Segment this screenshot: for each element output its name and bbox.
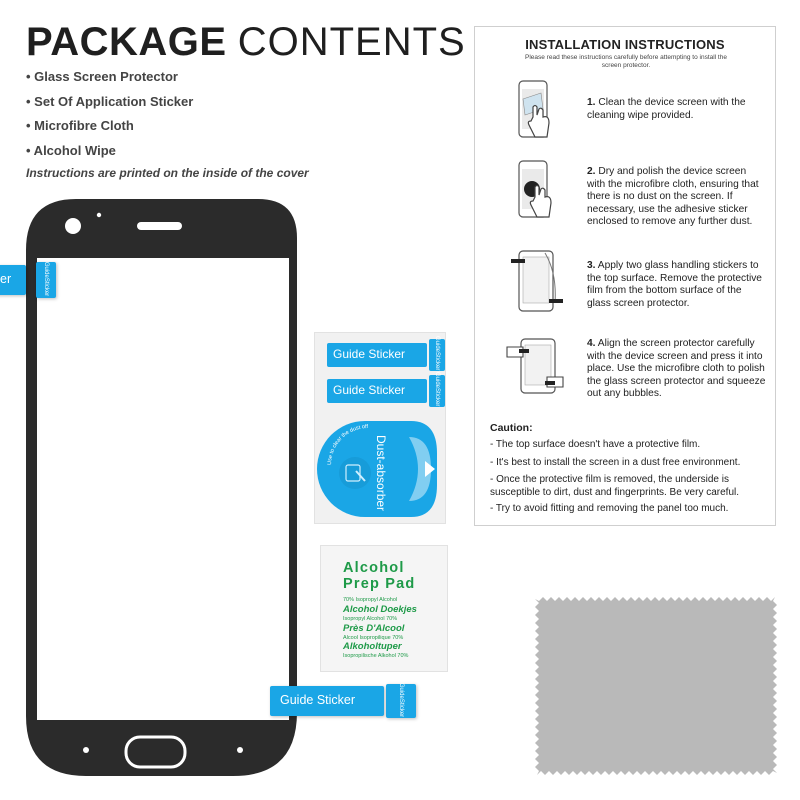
list-item: • Alcohol Wipe — [26, 142, 116, 158]
step-description: Apply two glass handling stickers to the top surface. Remove the protective film from the bottom surface of the glass screen protector. — [587, 260, 762, 309]
microfibre-cloth-icon — [535, 597, 777, 775]
guide-sticker-left-text: er — [0, 272, 12, 286]
alcohol-prep-pad — [320, 545, 448, 672]
step-description: Clean the device screen with the cleaning wipe provided. — [587, 97, 746, 121]
step-4-text — [587, 338, 767, 401]
page-title-light: CONTENTS — [237, 20, 466, 64]
step-description: Dry and polish the device screen with the microfibre cloth, ensuring that there is no dust on the screen. If necessary, use the adhesive sticker enclosed to remove any further dust. — [587, 166, 759, 227]
dust-absorber-icon — [315, 413, 447, 525]
instructions-title: INSTALLATION INSTRUCTIONS — [525, 37, 725, 52]
guide-sticker-label — [327, 379, 427, 403]
guide-sticker-text: Guide Sticker — [280, 693, 356, 707]
guide-sticker-tab — [429, 372, 445, 407]
clean-screen-icon — [505, 79, 565, 153]
guide-sticker-label — [327, 343, 427, 367]
caution-item: - Once the protective film is removed, the underside is susceptible to dirt, dust and fingerprints. Be very careful. — [490, 474, 740, 498]
step-number: 1. — [587, 97, 596, 108]
installation-instructions-panel — [474, 26, 776, 526]
caution-title: Caution: — [490, 422, 533, 434]
instructions-note: Instructions are printed on the inside of the cover — [26, 166, 309, 180]
align-protector-icon — [505, 325, 565, 399]
pad-text: 70% Isopropyl Alcohol — [343, 597, 398, 603]
guide-sticker-tab-text: GuideSticker — [43, 261, 49, 297]
apply-stickers-icon — [505, 243, 565, 317]
sticker-sheet — [314, 332, 446, 524]
guide-sticker-tab-text: GuideSticker — [434, 372, 440, 407]
list-item: • Glass Screen Protector — [26, 69, 178, 84]
step-description: Align the screen protector carefully with the device screen and press it into place. Use the microfibre cloth to polish the glass screen protector and squeeze out any bubbles. — [587, 338, 766, 399]
pad-text: Alcohol Doekjes — [343, 604, 417, 615]
list-item: • Set Of Application Sticker — [26, 93, 194, 109]
guide-sticker-tab-text: GuideSticker — [434, 336, 440, 371]
dust-absorber-arc-path: Use to clear the dust off — [326, 423, 369, 466]
pad-title-line1: Alcohol — [343, 560, 405, 576]
guide-sticker-bottom — [270, 686, 384, 716]
guide-sticker-tab — [429, 336, 445, 371]
pad-text: Isopropilische Alkohol 70% — [343, 653, 409, 659]
step-number: 3. — [587, 260, 596, 271]
guide-sticker-left — [0, 265, 26, 295]
step-2-text — [587, 166, 767, 229]
guide-sticker-tab-text: GuideSticker — [398, 682, 404, 718]
page-title-bold: PACKAGE — [26, 20, 227, 64]
dust-absorber-title: Dust-absorber — [374, 435, 388, 512]
polish-screen-icon — [505, 157, 565, 231]
list-item: • Microfibre Cloth — [26, 118, 134, 133]
pad-text: Alcool Isopropilique 70% — [343, 635, 404, 641]
guide-sticker-bottom-tab — [386, 684, 416, 718]
caution-item: - The top surface doesn't have a protective film. — [490, 439, 701, 450]
step-1-text — [587, 97, 767, 122]
guide-sticker-left-tab — [36, 262, 56, 298]
caution-item: - Try to avoid fitting and removing the panel too much. — [490, 503, 729, 514]
step-3-text — [587, 260, 767, 310]
pad-text: Alkoholtuper — [343, 641, 402, 652]
step-number: 4. — [587, 338, 596, 349]
pad-title-line2: Prep Pad — [343, 576, 416, 592]
caution-item: - It's best to install the screen in a dust free environment. — [490, 457, 741, 468]
pad-text: Près D'Alcool — [343, 623, 405, 634]
instructions-subtitle: Please read these instructions carefully before attempting to install the screen protector. — [525, 54, 727, 69]
guide-sticker-text: Guide Sticker — [333, 347, 406, 361]
step-number: 2. — [587, 166, 596, 177]
guide-sticker-text: Guide Sticker — [333, 383, 406, 397]
pad-text: Isopropyl Alcohol 70% — [343, 616, 398, 622]
